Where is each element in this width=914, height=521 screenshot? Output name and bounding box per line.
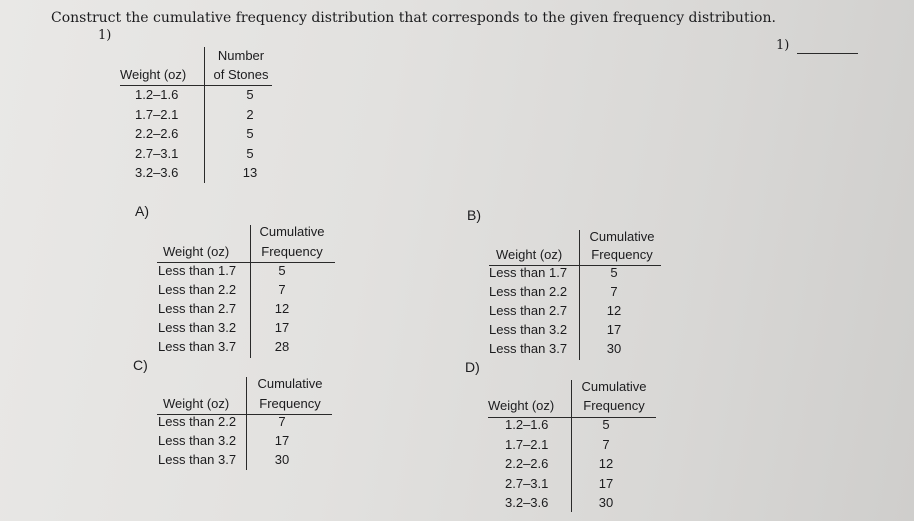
option-d-weight-cell: 1.7–2.1 (505, 436, 549, 452)
option-b-value-cell: 30 (606, 341, 622, 356)
option-a-weight-cell: Less than 3.7 (158, 339, 237, 354)
option-a-value-cell: 12 (274, 301, 290, 316)
option-c-label[interactable]: C) (133, 357, 148, 373)
option-c-col1-header: Weight (oz) (163, 396, 230, 411)
option-a-column-divider (250, 225, 251, 358)
option-d-weight-cell: 1.2–1.6 (505, 417, 549, 432)
option-d-column-divider (571, 380, 572, 512)
option-c-value-cell: 17 (274, 433, 290, 448)
option-d-col2-header-line1: Cumulative (581, 379, 647, 394)
given-weight-cell: 1.7–2.1 (135, 106, 179, 122)
option-b-value-cell: 17 (606, 322, 622, 337)
given-value-cell: 5 (246, 145, 254, 161)
option-c-col2-header-line1: Cumulative (257, 376, 323, 391)
option-a-label[interactable]: A) (135, 203, 149, 219)
option-b-weight-cell: Less than 2.2 (489, 284, 568, 299)
option-d-value-cell: 7 (602, 436, 610, 452)
given-value-cell: 13 (242, 165, 258, 180)
option-a-col2-header-line2: Frequency (261, 244, 323, 259)
option-a-weight-cell: Less than 1.7 (158, 263, 237, 278)
option-d-value-cell: 5 (602, 417, 610, 432)
given-weight-cell: 1.2–1.6 (135, 87, 179, 102)
option-d-col1-header: Weight (oz) (488, 398, 555, 413)
given-value-cell: 5 (246, 126, 254, 141)
option-b-value-cell: 7 (610, 284, 618, 299)
option-b-weight-cell: Less than 3.2 (489, 322, 568, 337)
given-weight-cell: 2.2–2.6 (135, 126, 179, 141)
option-c-col2-header-line2: Frequency (259, 396, 321, 411)
given-col1-header: Weight (oz) (120, 67, 187, 82)
option-b-column-divider (579, 230, 580, 360)
option-a-value-cell: 7 (278, 282, 286, 297)
option-b-weight-cell: Less than 3.7 (489, 341, 568, 356)
option-b-col2-header-line1: Cumulative (589, 229, 655, 244)
given-weight-cell: 3.2–3.6 (135, 165, 179, 180)
option-c-column-divider (246, 377, 247, 470)
option-b-value-cell: 5 (610, 265, 618, 280)
given-header-rule (120, 85, 272, 86)
question-number: 1) (98, 28, 112, 43)
option-b-weight-cell: Less than 1.7 (489, 265, 568, 280)
option-d-label[interactable]: D) (465, 359, 480, 375)
option-d-value-cell: 12 (598, 456, 614, 471)
given-weight-cell: 2.7–3.1 (135, 145, 179, 161)
answer-label: 1) (776, 38, 790, 53)
option-b-label[interactable]: B) (467, 207, 481, 223)
option-a-value-cell: 5 (278, 263, 286, 278)
answer-blank-line (797, 53, 858, 54)
option-a-value-cell: 28 (274, 339, 290, 354)
given-value-cell: 2 (246, 106, 254, 122)
option-a-value-cell: 17 (274, 320, 290, 335)
given-col2-header-line2: of Stones (213, 67, 269, 82)
option-b-value-cell: 12 (606, 303, 622, 318)
option-d-col2-header-line2: Frequency (583, 398, 645, 413)
option-d-weight-cell: 3.2–3.6 (505, 495, 549, 510)
option-c-weight-cell: Less than 3.7 (158, 452, 237, 467)
instruction-text: Construct the cumulative frequency distribution that corresponds to the given frequency distribution. (51, 10, 776, 26)
option-c-weight-cell: Less than 3.2 (158, 433, 237, 448)
option-b-col2-header-line2: Frequency (591, 247, 653, 262)
option-d-weight-cell: 2.7–3.1 (505, 475, 549, 491)
option-a-col1-header: Weight (oz) (163, 244, 230, 259)
given-column-divider (204, 47, 205, 183)
option-b-weight-cell: Less than 2.7 (489, 303, 568, 318)
given-col2-header-line1: Number (217, 48, 265, 63)
option-a-col2-header-line1: Cumulative (259, 224, 325, 239)
option-a-weight-cell: Less than 2.2 (158, 282, 237, 297)
option-a-weight-cell: Less than 2.7 (158, 301, 237, 316)
option-d-value-cell: 30 (598, 495, 614, 510)
option-d-value-cell: 17 (598, 475, 614, 491)
option-c-value-cell: 7 (278, 414, 286, 429)
option-c-value-cell: 30 (274, 452, 290, 467)
option-d-weight-cell: 2.2–2.6 (505, 456, 549, 471)
given-value-cell: 5 (246, 87, 254, 102)
option-c-weight-cell: Less than 2.2 (158, 414, 237, 429)
option-b-col1-header: Weight (oz) (496, 247, 563, 262)
option-a-weight-cell: Less than 3.2 (158, 320, 237, 335)
